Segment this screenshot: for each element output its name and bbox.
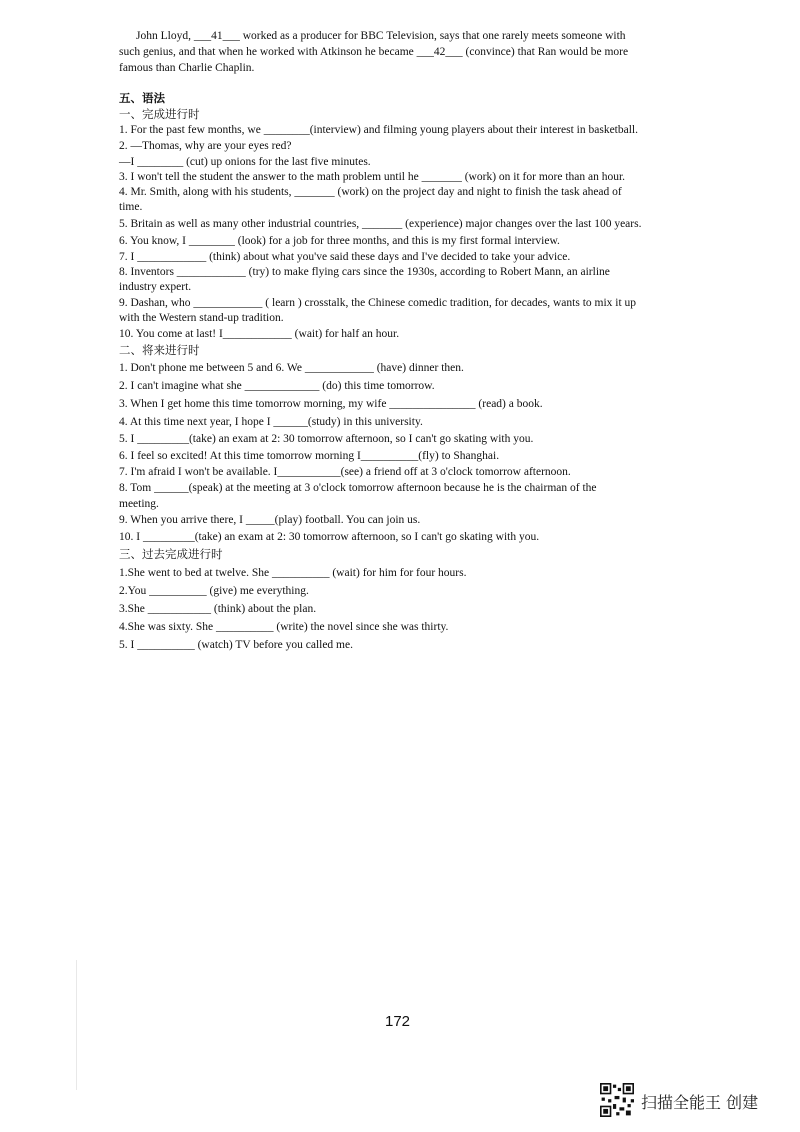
part2-line: 10. I _________(take) an exam at 2: 30 tomorrow afternoon, so I can't go skating with you. — [119, 531, 540, 543]
part1-line: time. — [119, 201, 143, 213]
page-number: 172 — [385, 1013, 411, 1030]
part3-line: 1.She went to bed at twelve. She __________ (wait) for him for four hours. — [119, 567, 467, 579]
part1-line: 6. You know, I ________ (look) for a job for three months, and this is my first formal interview. — [119, 235, 560, 247]
intro-line-3: famous than Charlie Chaplin. — [119, 62, 255, 74]
part2-line: 8. Tom ______(speak) at the meeting at 3 o'clock tomorrow afternoon because he is the chairman of the — [119, 482, 597, 494]
intro-line-2: such genius, and that when he worked with Atkinson he became ___42___ (convince) that Ran would be more — [119, 46, 629, 58]
part1-line: 10. You come at last! I____________ (wait) for half an hour. — [119, 328, 400, 340]
part1-line: 5. Britain as well as many other industrial countries, _______ (experience) major changes over the last 100 years. — [119, 218, 642, 230]
part1-line: 9. Dashan, who ____________ ( learn ) crosstalk, the Chinese comedic tradition, for decades, wants to mix it up — [119, 297, 637, 309]
part3-line: 4.She was sixty. She __________ (write) the novel since she was thirty. — [119, 621, 449, 633]
intro-line-1: John Lloyd, ___41___ worked as a producer for BBC Television, says that one rarely meets someone with — [136, 30, 626, 42]
part2-line: meeting. — [119, 498, 159, 510]
scanner-watermark-text: 扫描全能王 创建 — [641, 1093, 759, 1112]
part1-line: 3. I won't tell the student the answer to the math problem until he _______ (work) on it for more than an hour. — [119, 171, 626, 183]
part2-line: 1. Don't phone me between 5 and 6. We ____________ (have) dinner then. — [119, 362, 464, 374]
part1-line: with the Western stand-up tradition. — [119, 312, 284, 324]
part1-line: 4. Mr. Smith, along with his students, _______ (work) on the project day and night to finish the task ahead of — [119, 186, 622, 198]
part2-line: 2. I can't imagine what she _____________ (do) this time tomorrow. — [119, 380, 435, 392]
part3-heading: 三、过去完成进行时 — [119, 547, 223, 561]
part1-line: 7. I ____________ (think) about what you've said these days and I've decided to take your advice. — [119, 251, 571, 263]
part1-heading: 一、完成进行时 — [119, 107, 200, 121]
part1-line: —I ________ (cut) up onions for the last five minutes. — [119, 156, 371, 168]
part1-line: 1. For the past few months, we ________(interview) and filming young players about their interest in basketball. — [119, 124, 638, 136]
qr-code-icon — [600, 1083, 634, 1117]
part1-line: 2. —Thomas, why are your eyes red? — [119, 140, 292, 152]
part1-line: industry expert. — [119, 281, 192, 293]
part3-line: 2.You __________ (give) me everything. — [119, 585, 309, 597]
part2-line: 6. I feel so excited! At this time tomorrow morning I__________(fly) to Shanghai. — [119, 450, 500, 462]
part1-line: 8. Inventors ____________ (try) to make flying cars since the 1930s, according to Robert Mann, an airline — [119, 266, 610, 278]
part2-heading: 二、将来进行时 — [119, 343, 200, 357]
part2-line: 7. I'm afraid I won't be available. I___________(see) a friend off at 3 o'clock tomorrow afternoon. — [119, 466, 571, 478]
part3-line: 3.She ___________ (think) about the plan. — [119, 603, 317, 615]
part2-line: 3. When I get home this time tomorrow morning, my wife _______________ (read) a book. — [119, 398, 543, 410]
part2-line: 5. I _________(take) an exam at 2: 30 tomorrow afternoon, so I can't go skating with you. — [119, 433, 534, 445]
scan-edge-shadow — [76, 960, 77, 1090]
part3-line: 5. I __________ (watch) TV before you called me. — [119, 639, 353, 651]
section-title: 五、语法 — [119, 91, 165, 105]
part2-line: 9. When you arrive there, I _____(play) football. You can join us. — [119, 514, 421, 526]
part2-line: 4. At this time next year, I hope I ______(study) in this university. — [119, 416, 423, 428]
